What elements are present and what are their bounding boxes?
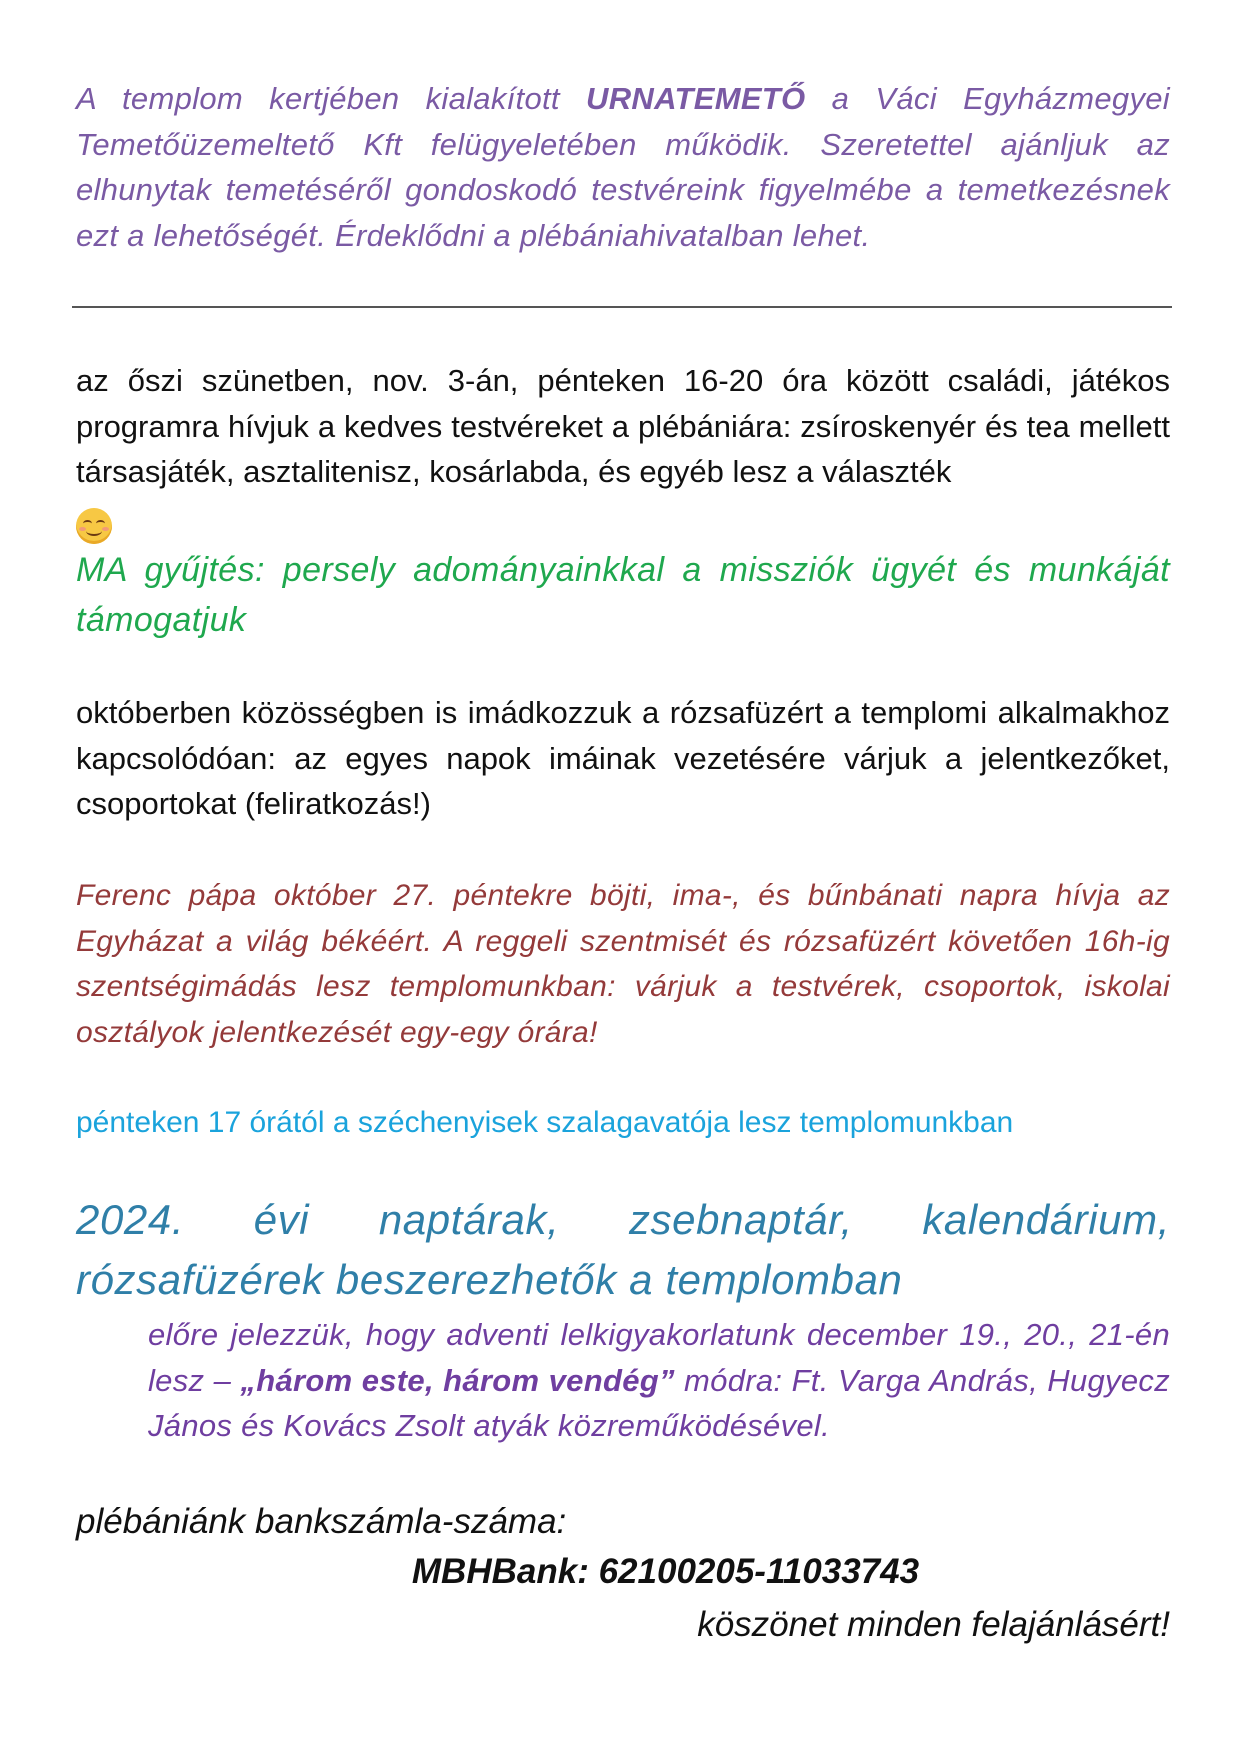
urn-cemetery-notice [76, 76, 1170, 258]
rosary-notice: októberben közösségben is imádkozzuk a rózsafüzért a templomi alkalmakhoz kapcsolódóan: az egyes napok imáinak vezetésére várjuk a jelentkezőket, csoportokat (feliratkozás!) [76, 695, 1170, 821]
thanks-note: köszönet minden felajánlásért! [697, 1605, 1170, 1644]
autumn-program-notice: az őszi szünetben, nov. 3-án, pénteken 16-20 óra között családi, játékos programra hívjuk a kedves testvéreket a plébániára: zsíroskenyér és tea mellett társasjáték, asztalitenisz, kosárlabda, és egyéb lesz a választék [76, 363, 1170, 489]
urn-intro-text: A templom kertjében kialakított [76, 81, 587, 116]
mission-collection-notice: MA gyűjtés: persely adományainkkal a missziók ügyét és munkáját támogatjuk [76, 551, 1170, 639]
advent-retreat-notice [148, 1312, 1170, 1449]
ribbon-ceremony-notice: pénteken 17 órától a széchenyisek szalagavatója lesz templomunkban [76, 1106, 1014, 1139]
advent-rest-text: módra: Ft. Varga András, Hugyecz János és Kovács Zsolt atyák közreműködésével. [148, 1362, 1170, 1443]
smiling-face-icon [76, 508, 112, 544]
section-divider [72, 306, 1172, 308]
urn-highlight-text: URNATEMETŐ [586, 81, 806, 116]
emoji-row [76, 502, 1170, 544]
bank-account-label: plébániánk bankszámla-száma: [76, 1502, 567, 1541]
advent-intro-text: előre jelezzük, hogy adventi lelkigyakorlatunk december 19., 20., 21-én lesz – [148, 1317, 1170, 1398]
bank-account-number: MBHBank: 62100205-11033743 [411, 1552, 920, 1591]
pope-prayer-day-notice: Ferenc pápa október 27. péntekre böjti, ima-, és bűnbánati napra hívja az Egyházat a világ békéért. A reggeli szentmisét és rózsafüzért követően 16h-ig szentségimádás lesz templomunkban: várjuk a testvérek, csoportok, iskolai osztályok jelentkezését egy-egy órára! [76, 879, 1170, 1049]
advent-quote-text: „három este, három vendég” [240, 1362, 675, 1398]
bank-account-number-row [0, 1547, 1241, 1597]
calendars-notice: 2024. évi naptárak, zsebnaptár, kalendárium, rózsafüzérek beszerezhetők a templomban [76, 1196, 1170, 1303]
urn-rest-text: a Váci Egyházmegyei Temetőüzemeltető Kft felügyeletében működik. Szeretettel ajánljuk az elhunytak temetéséről gondoskodó testvéreink figyelmébe a temetkezésnek ezt a lehetőségét. Érdeklődni a plébániahivatalban lehet. [76, 81, 1170, 253]
